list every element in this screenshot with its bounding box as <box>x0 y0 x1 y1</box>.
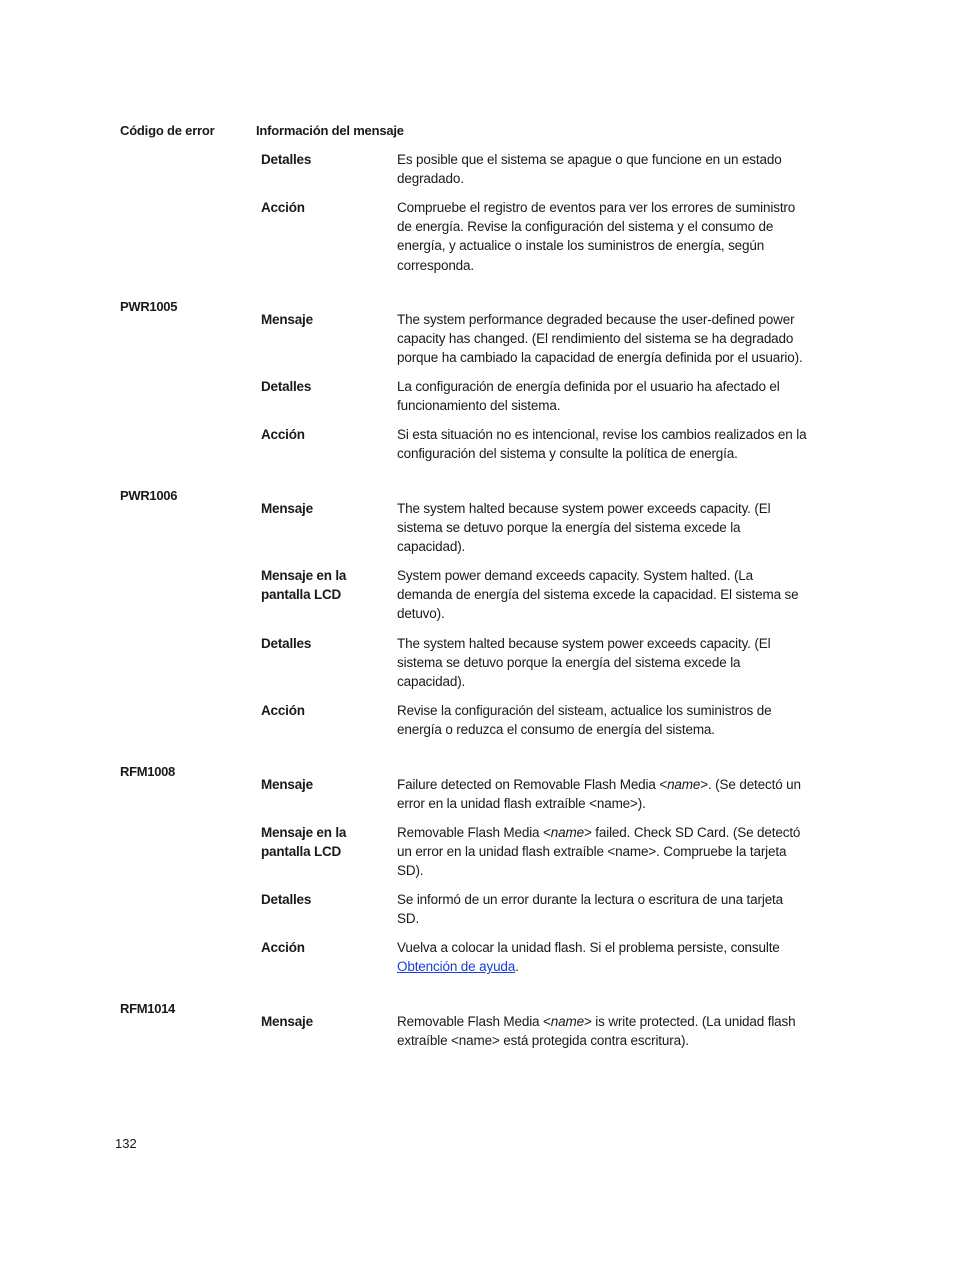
text-part: > failed. Check SD Card. (Se detectó un error en la unidad flash extraíble <name>. Compruebe la tarjeta SD). <box>397 825 801 879</box>
row-label: Detalles <box>261 379 312 394</box>
name-placeholder-italic: name <box>550 825 584 840</box>
row-text: The system performance degraded because the user-defined power capacity has changed. (El rendimiento del sistema se ha degradado porque ha cambiado la capacidad de energía definida por el usuario). <box>397 312 803 366</box>
row-text: System power demand exceeds capacity. System halted. (La demanda de energía del sistema excede la capacidad. El sistema se detuvo). <box>397 568 799 622</box>
row-text: The system halted because system power exceeds capacity. (El sistema se detuvo porque la energía del sistema excede la capacidad). <box>397 501 771 555</box>
row-text: Se informó de un error durante la lectura o escritura de una tarjeta SD. <box>397 892 784 927</box>
row-text <box>397 938 807 976</box>
row-text: The system halted because system power exceeds capacity. (El sistema se detuvo porque la energía del sistema excede la capacidad). <box>397 636 771 690</box>
row-label: Acción <box>261 940 305 955</box>
column-header-error-code: Código de error <box>120 123 215 138</box>
row-text: Si esta situación no es intencional, revise los cambios realizados en la configuración del sistema y consulte la política de energía. <box>397 427 807 462</box>
row-label: Mensaje en la pantalla LCD <box>261 568 347 602</box>
row-label: Detalles <box>261 892 312 907</box>
page-number: 132 <box>115 1136 137 1151</box>
row-label: Mensaje <box>261 501 313 516</box>
row-text <box>397 1012 807 1050</box>
error-code-pwr1006: PWR1006 <box>120 488 178 503</box>
text-part: . <box>515 959 519 975</box>
error-code-rfm1014: RFM1014 <box>120 1001 175 1016</box>
column-header-message-info: Información del mensaje <box>256 123 404 138</box>
row-label: Detalles <box>261 152 312 167</box>
text-part: Removable Flash Media < <box>397 1014 551 1029</box>
text-part: Removable Flash Media < <box>397 825 551 840</box>
row-text: Compruebe el registro de eventos para ver los errores de suministro de energía. Revise la configuración del sistema y el consumo de energía, y actualice o instale los suministros de energía, según corresponda. <box>397 200 796 273</box>
get-help-link[interactable]: Obtención de ayuda <box>397 959 516 975</box>
row-text: Revise la configuración del sisteam, actualice los suministros de energía o reduzca el consumo de energía del sistema. <box>397 703 772 738</box>
name-placeholder-italic: name <box>550 1014 584 1029</box>
text-part: Failure detected on Removable Flash Media < <box>397 777 668 792</box>
row-label: Mensaje <box>261 777 313 792</box>
row-label: Acción <box>261 703 305 718</box>
text-part: >. (Se detectó un error en la unidad flash extraíble <name>). <box>397 777 801 812</box>
row-text: Es posible que el sistema se apague o que funcione en un estado degradado. <box>397 152 782 187</box>
row-text <box>397 775 807 813</box>
name-placeholder-italic: name <box>667 777 701 792</box>
row-text: La configuración de energía definida por el usuario ha afectado el funcionamiento del sistema. <box>397 379 780 414</box>
row-label: Mensaje <box>261 1014 313 1029</box>
text-part: Vuelva a colocar la unidad flash. Si el problema persiste, consulte <box>397 940 780 955</box>
row-label: Acción <box>261 427 305 442</box>
error-code-rfm1008: RFM1008 <box>120 764 175 779</box>
row-label: Mensaje <box>261 312 313 327</box>
error-code-pwr1005: PWR1005 <box>120 299 178 314</box>
text-part: > is write protected. (La unidad flash extraíble <name> está protegida contra escritura). <box>397 1014 796 1049</box>
row-label: Acción <box>261 200 305 215</box>
row-text <box>397 823 807 881</box>
row-label: Mensaje en la pantalla LCD <box>261 825 347 859</box>
row-label: Detalles <box>261 636 312 651</box>
